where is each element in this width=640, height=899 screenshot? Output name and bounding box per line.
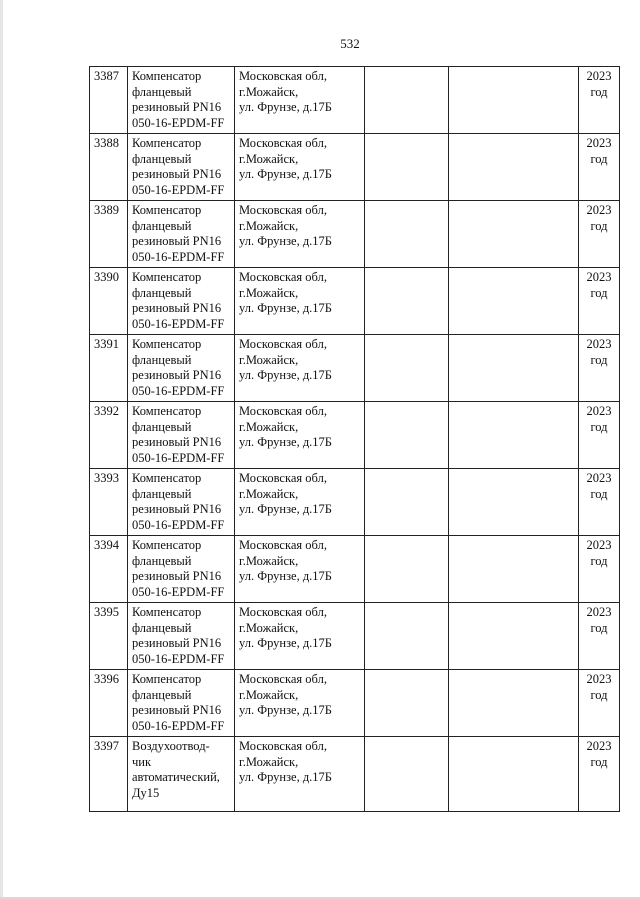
row-number: 3395 xyxy=(94,605,119,619)
name-line: резиновый PN16 xyxy=(132,636,222,650)
row-number-cell xyxy=(90,670,128,737)
scan-left-edge xyxy=(0,0,3,899)
name-line: 050-16-EPDM-FF xyxy=(132,718,225,733)
row-number-cell xyxy=(90,67,128,134)
table-row xyxy=(90,134,620,201)
address-line: г.Можайск, xyxy=(239,151,299,166)
address-line: г.Можайск, xyxy=(239,553,299,568)
name-line: 050-16-EPDM-FF xyxy=(132,182,225,197)
empty-cell xyxy=(449,469,579,536)
item-name-cell xyxy=(128,67,235,134)
row-number: 3393 xyxy=(94,471,119,485)
name-line: 050-16-EPDM-FF xyxy=(132,383,225,398)
item-name-cell xyxy=(128,268,235,335)
name-line: Компенсатор xyxy=(132,605,202,619)
address-line: г.Можайск, xyxy=(239,352,299,367)
empty-cell xyxy=(365,67,449,134)
name-line: резиновый PN16 xyxy=(132,435,222,449)
address-line: г.Можайск, xyxy=(239,285,299,300)
empty-cell xyxy=(449,603,579,670)
row-number-cell xyxy=(90,737,128,812)
year-cell xyxy=(579,67,620,134)
row-number-cell xyxy=(90,469,128,536)
name-line: резиновый PN16 xyxy=(132,100,222,114)
year-line: 2023 xyxy=(586,404,612,418)
empty-cell xyxy=(365,469,449,536)
year-cell xyxy=(579,737,620,812)
row-number-cell xyxy=(90,335,128,402)
page-number: 532 xyxy=(340,36,360,51)
name-line: Компенсатор xyxy=(132,337,202,351)
name-line: 050-16-EPDM-FF xyxy=(132,316,225,331)
year-cell xyxy=(579,201,620,268)
empty-cell xyxy=(449,536,579,603)
year-line: 2023 xyxy=(586,605,612,619)
address-cell xyxy=(235,469,365,536)
year-line: 2023 xyxy=(586,739,612,753)
year-cell xyxy=(579,603,620,670)
table-row xyxy=(90,402,620,469)
name-line: 050-16-EPDM-FF xyxy=(132,584,225,599)
name-line: резиновый PN16 xyxy=(132,301,222,315)
name-line: фланцевый xyxy=(132,151,192,166)
year-line: год xyxy=(590,486,608,501)
address-line: Московская обл, xyxy=(239,203,327,217)
address-line: Московская обл, xyxy=(239,739,327,753)
address-line: г.Можайск, xyxy=(239,218,299,233)
empty-cell xyxy=(365,670,449,737)
year-line: год xyxy=(590,218,608,233)
address-line: Московская обл, xyxy=(239,337,327,351)
address-line: г.Можайск, xyxy=(239,84,299,99)
year-line: 2023 xyxy=(586,672,612,686)
item-name-cell xyxy=(128,469,235,536)
address-cell xyxy=(235,201,365,268)
row-number-cell xyxy=(90,603,128,670)
year-cell xyxy=(579,670,620,737)
item-name-cell xyxy=(128,536,235,603)
empty-cell xyxy=(365,603,449,670)
address-line: ул. Фрунзе, д.17Б xyxy=(239,234,332,248)
address-line: ул. Фрунзе, д.17Б xyxy=(239,368,332,382)
empty-cell xyxy=(449,268,579,335)
name-line: фланцевый xyxy=(132,486,192,501)
year-line: 2023 xyxy=(586,471,612,485)
row-number: 3391 xyxy=(94,337,119,351)
row-number: 3387 xyxy=(94,69,119,83)
address-line: ул. Фрунзе, д.17Б xyxy=(239,301,332,315)
address-line: Московская обл, xyxy=(239,471,327,485)
empty-cell xyxy=(449,134,579,201)
address-line: г.Можайск, xyxy=(239,754,299,769)
name-line: Компенсатор xyxy=(132,69,202,83)
name-line: фланцевый xyxy=(132,285,192,300)
name-line: Компенсатор xyxy=(132,471,202,485)
address-line: ул. Фрунзе, д.17Б xyxy=(239,502,332,516)
year-line: год xyxy=(590,84,608,99)
name-line: Компенсатор xyxy=(132,136,202,150)
name-line: Ду15 xyxy=(132,785,160,800)
address-line: Московская обл, xyxy=(239,270,327,284)
address-cell xyxy=(235,335,365,402)
registry-table xyxy=(89,66,620,812)
name-line: Компенсатор xyxy=(132,538,202,552)
year-line: год xyxy=(590,687,608,702)
row-number: 3394 xyxy=(94,538,119,552)
address-line: ул. Фрунзе, д.17Б xyxy=(239,435,332,449)
name-line: Компенсатор xyxy=(132,404,202,418)
empty-cell xyxy=(365,201,449,268)
name-line: резиновый PN16 xyxy=(132,167,222,181)
item-name-cell xyxy=(128,402,235,469)
empty-cell xyxy=(449,670,579,737)
name-line: автоматический, xyxy=(132,770,220,784)
year-cell xyxy=(579,134,620,201)
name-line: фланцевый xyxy=(132,352,192,367)
table-row xyxy=(90,469,620,536)
address-line: ул. Фрунзе, д.17Б xyxy=(239,100,332,114)
year-line: год xyxy=(590,419,608,434)
address-line: ул. Фрунзе, д.17Б xyxy=(239,770,332,784)
item-name-cell xyxy=(128,603,235,670)
address-cell xyxy=(235,603,365,670)
year-cell xyxy=(579,335,620,402)
name-line: фланцевый xyxy=(132,620,192,635)
item-name-cell xyxy=(128,335,235,402)
address-cell xyxy=(235,402,365,469)
table-row xyxy=(90,536,620,603)
empty-cell xyxy=(449,67,579,134)
name-line: фланцевый xyxy=(132,419,192,434)
name-line: фланцевый xyxy=(132,84,192,99)
empty-cell xyxy=(449,335,579,402)
row-number-cell xyxy=(90,402,128,469)
empty-cell xyxy=(365,402,449,469)
name-line: Компенсатор xyxy=(132,270,202,284)
table-row xyxy=(90,737,620,812)
empty-cell xyxy=(365,335,449,402)
row-number: 3396 xyxy=(94,672,119,686)
table-row xyxy=(90,268,620,335)
address-cell xyxy=(235,536,365,603)
address-line: ул. Фрунзе, д.17Б xyxy=(239,703,332,717)
name-line: чик xyxy=(132,754,152,769)
table-row xyxy=(90,67,620,134)
name-line: резиновый PN16 xyxy=(132,502,222,516)
table-row xyxy=(90,201,620,268)
name-line: 050-16-EPDM-FF xyxy=(132,651,225,666)
address-line: Московская обл, xyxy=(239,605,327,619)
registry-body xyxy=(90,67,620,812)
item-name-cell xyxy=(128,670,235,737)
row-number: 3389 xyxy=(94,203,119,217)
address-cell xyxy=(235,737,365,812)
name-line: резиновый PN16 xyxy=(132,368,222,382)
name-line: фланцевый xyxy=(132,687,192,702)
name-line: Компенсатор xyxy=(132,672,202,686)
address-line: Московская обл, xyxy=(239,69,327,83)
name-line: 050-16-EPDM-FF xyxy=(132,249,225,264)
row-number: 3392 xyxy=(94,404,119,418)
table-row xyxy=(90,670,620,737)
name-line: фланцевый xyxy=(132,553,192,568)
empty-cell xyxy=(449,402,579,469)
year-line: 2023 xyxy=(586,337,612,351)
row-number-cell xyxy=(90,268,128,335)
table-row xyxy=(90,603,620,670)
row-number-cell xyxy=(90,201,128,268)
address-line: Московская обл, xyxy=(239,672,327,686)
address-cell xyxy=(235,67,365,134)
empty-cell xyxy=(365,134,449,201)
address-line: ул. Фрунзе, д.17Б xyxy=(239,167,332,181)
name-line: Воздухоотвод- xyxy=(132,739,210,753)
address-cell xyxy=(235,670,365,737)
year-cell xyxy=(579,268,620,335)
address-line: г.Можайск, xyxy=(239,486,299,501)
address-line: г.Можайск, xyxy=(239,687,299,702)
item-name-cell xyxy=(128,737,235,812)
address-cell xyxy=(235,134,365,201)
year-cell xyxy=(579,402,620,469)
year-line: 2023 xyxy=(586,203,612,217)
name-line: Компенсатор xyxy=(132,203,202,217)
name-line: резиновый PN16 xyxy=(132,234,222,248)
name-line: 050-16-EPDM-FF xyxy=(132,115,225,130)
address-cell xyxy=(235,268,365,335)
year-line: 2023 xyxy=(586,136,612,150)
item-name-cell xyxy=(128,201,235,268)
name-line: фланцевый xyxy=(132,218,192,233)
empty-cell xyxy=(365,536,449,603)
address-line: г.Можайск, xyxy=(239,419,299,434)
year-line: 2023 xyxy=(586,538,612,552)
row-number: 3390 xyxy=(94,270,119,284)
name-line: резиновый PN16 xyxy=(132,569,222,583)
address-line: ул. Фрунзе, д.17Б xyxy=(239,636,332,650)
row-number-cell xyxy=(90,134,128,201)
row-number: 3397 xyxy=(94,739,119,753)
year-line: год xyxy=(590,285,608,300)
year-cell xyxy=(579,536,620,603)
row-number: 3388 xyxy=(94,136,119,150)
year-line: 2023 xyxy=(586,69,612,83)
table-row xyxy=(90,335,620,402)
item-name-cell xyxy=(128,134,235,201)
year-line: год xyxy=(590,151,608,166)
address-line: г.Можайск, xyxy=(239,620,299,635)
year-line: 2023 xyxy=(586,270,612,284)
year-cell xyxy=(579,469,620,536)
row-number-cell xyxy=(90,536,128,603)
name-line: 050-16-EPDM-FF xyxy=(132,450,225,465)
year-line: год xyxy=(590,754,608,769)
year-line: год xyxy=(590,553,608,568)
year-line: год xyxy=(590,620,608,635)
address-line: ул. Фрунзе, д.17Б xyxy=(239,569,332,583)
empty-cell xyxy=(365,737,449,812)
empty-cell xyxy=(449,737,579,812)
address-line: Московская обл, xyxy=(239,538,327,552)
empty-cell xyxy=(365,268,449,335)
address-line: Московская обл, xyxy=(239,136,327,150)
name-line: 050-16-EPDM-FF xyxy=(132,517,225,532)
year-line: год xyxy=(590,352,608,367)
empty-cell xyxy=(449,201,579,268)
address-line: Московская обл, xyxy=(239,404,327,418)
name-line: резиновый PN16 xyxy=(132,703,222,717)
